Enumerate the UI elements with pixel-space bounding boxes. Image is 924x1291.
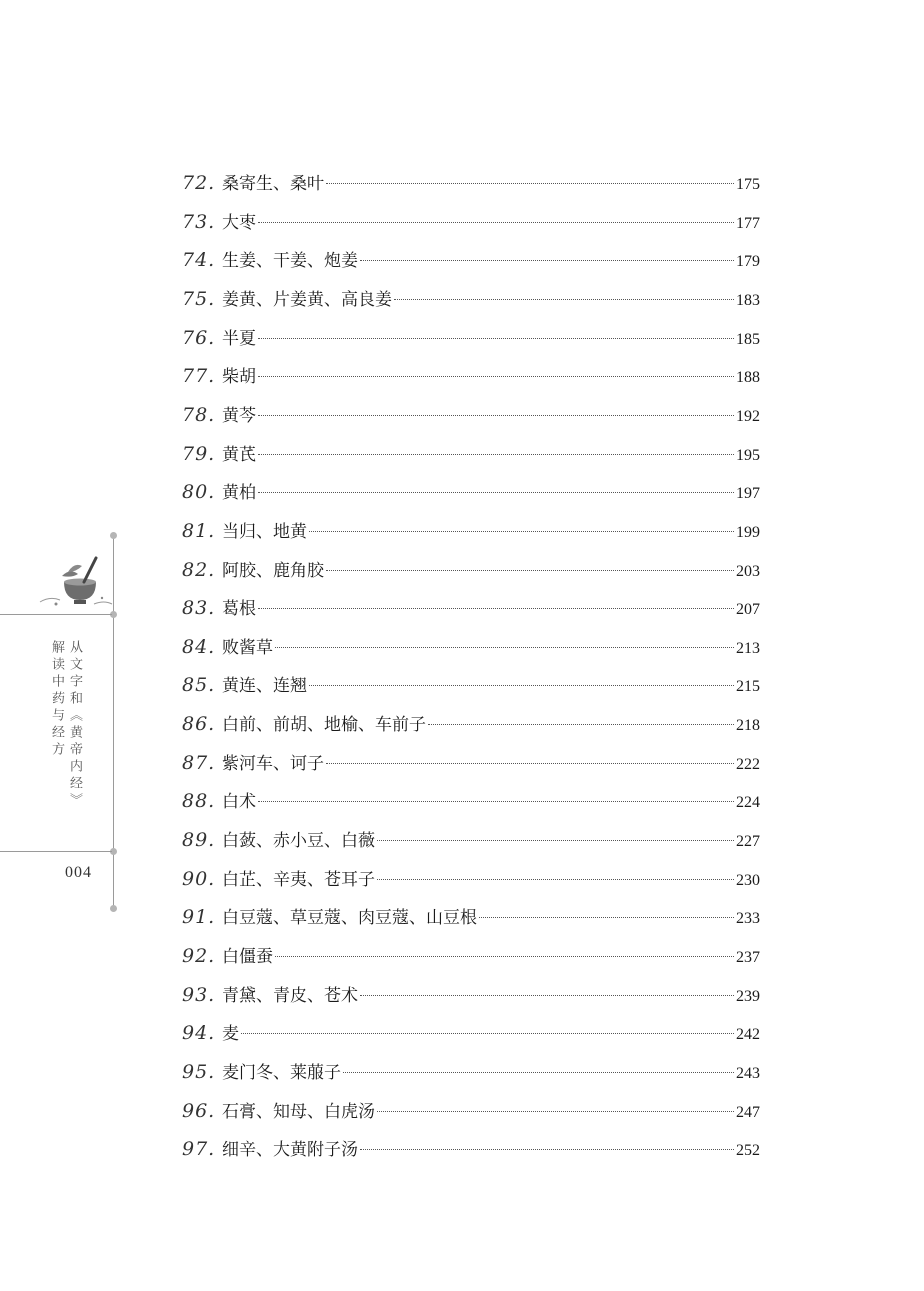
toc-entry[interactable] xyxy=(182,285,760,311)
toc-entry-number: 94. xyxy=(182,1022,216,1045)
toc-entry-title: 白蔹、赤小豆、白薇 xyxy=(222,831,375,852)
toc-entry-page: 175 xyxy=(736,176,760,193)
toc-entry-number: 89. xyxy=(182,829,216,852)
toc-entry-title: 姜黄、片姜黄、高良姜 xyxy=(222,289,392,310)
toc-entry-number: 83. xyxy=(182,597,216,620)
toc-dot-leader xyxy=(343,1072,734,1073)
toc-entry[interactable] xyxy=(182,1058,760,1084)
toc-entry-number: 81. xyxy=(182,519,216,542)
toc-dot-leader xyxy=(377,879,734,880)
toc-entry-page: 199 xyxy=(736,523,760,541)
toc-entry-page: 218 xyxy=(736,717,760,735)
toc-entry-number: 95. xyxy=(182,1060,216,1083)
toc-entry-number: 96. xyxy=(182,1099,216,1122)
toc-dot-leader xyxy=(377,1111,734,1112)
page-number: 004 xyxy=(65,864,92,881)
toc-entry-number: 79. xyxy=(182,442,216,465)
toc-dot-leader xyxy=(258,415,734,416)
toc-entry-title: 白前、前胡、地榆、车前子 xyxy=(222,715,426,736)
toc-entry-title: 麦门冬、莱菔子 xyxy=(222,1062,341,1083)
toc-dot-leader xyxy=(275,956,734,957)
toc-dot-leader xyxy=(258,338,734,339)
toc-entry-number: 76. xyxy=(182,326,216,349)
toc-dot-leader xyxy=(258,608,734,609)
toc-entry[interactable] xyxy=(182,478,760,504)
toc-entry[interactable] xyxy=(182,362,760,388)
toc-entry[interactable] xyxy=(182,517,760,543)
toc-dot-leader xyxy=(360,1149,734,1150)
toc-entry[interactable] xyxy=(182,1097,760,1123)
toc-entry-number: 84. xyxy=(182,635,216,658)
toc-entry-number: 77. xyxy=(182,365,216,388)
toc-entry-title: 白豆蔻、草豆蔻、肉豆蔻、山豆根 xyxy=(222,908,477,929)
toc-entry-page: 215 xyxy=(736,678,760,696)
toc-entry-number: 75. xyxy=(182,287,216,310)
toc-dot-leader xyxy=(377,840,734,841)
toc-entry-title: 麦 xyxy=(222,1024,239,1045)
toc-dot-leader xyxy=(394,299,734,300)
toc-entry-title: 生姜、干姜、炮姜 xyxy=(222,251,358,272)
toc-dot-leader xyxy=(258,801,734,802)
toc-dot-leader xyxy=(309,531,734,532)
toc-entry[interactable] xyxy=(182,981,760,1007)
toc-entry-page: 230 xyxy=(736,871,760,889)
toc-entry[interactable] xyxy=(182,826,760,852)
toc-dot-leader xyxy=(360,995,734,996)
toc-entry[interactable] xyxy=(182,440,760,466)
toc-dot-leader xyxy=(258,376,734,377)
toc-entry[interactable] xyxy=(182,324,760,350)
toc-entry-page: 183 xyxy=(736,291,760,309)
toc-entry[interactable] xyxy=(182,633,760,659)
toc-entry-page: 192 xyxy=(736,407,760,425)
side-book-title-line1: 从文字和《黄帝内经》 xyxy=(67,640,82,810)
toc-entry[interactable] xyxy=(182,903,760,929)
toc-entry-number: 97. xyxy=(182,1138,216,1161)
toc-entry[interactable] xyxy=(182,556,760,582)
toc-entry[interactable] xyxy=(182,865,760,891)
toc-entry-title: 白术 xyxy=(222,792,256,813)
toc-entry-title: 大枣 xyxy=(222,212,256,233)
toc-entry-title: 桑寄生、桑叶 xyxy=(222,174,324,194)
toc-entry-title: 当归、地黄 xyxy=(222,521,307,542)
toc-entry-page: 197 xyxy=(736,485,760,503)
toc-entry-page: 239 xyxy=(736,987,760,1005)
toc-dot-leader xyxy=(326,183,734,184)
toc-entry-title: 黄芪 xyxy=(222,444,256,465)
toc-entry-page: 222 xyxy=(736,755,760,773)
toc-entry-number: 85. xyxy=(182,674,216,697)
toc-dot-leader xyxy=(258,454,734,455)
toc-entry-page: 224 xyxy=(736,794,760,812)
toc-entry-page: 227 xyxy=(736,833,760,851)
toc-entry[interactable] xyxy=(182,401,760,427)
toc-entry-number: 88. xyxy=(182,790,216,813)
toc-dot-leader xyxy=(309,685,734,686)
toc-entry[interactable] xyxy=(182,208,760,234)
toc-entry-number: 92. xyxy=(182,945,216,967)
toc-entry-page: 188 xyxy=(736,369,760,387)
toc-entry[interactable] xyxy=(182,246,760,272)
toc-entry-page: 237 xyxy=(736,949,760,966)
toc-dot-leader xyxy=(241,1033,734,1034)
toc-entry-page: 243 xyxy=(736,1064,760,1082)
toc-entry-title: 阿胶、鹿角胶 xyxy=(222,560,324,581)
toc-entry-page: 195 xyxy=(736,446,760,464)
toc-dot-leader xyxy=(326,763,734,764)
toc-entry[interactable] xyxy=(182,787,760,813)
toc-entry-title: 黄连、连翘 xyxy=(222,676,307,697)
toc-entry[interactable] xyxy=(182,749,760,775)
toc-entry[interactable] xyxy=(182,710,760,736)
toc-entry-title: 细辛、大黄附子汤 xyxy=(222,1140,358,1161)
toc-entry[interactable] xyxy=(182,1135,760,1161)
toc-entry-number: 78. xyxy=(182,403,216,426)
toc-entry-title: 败酱草 xyxy=(222,637,273,658)
toc-dot-leader xyxy=(360,260,734,261)
toc-entry-page: 207 xyxy=(736,601,760,619)
toc-entry-page: 233 xyxy=(736,910,760,928)
toc-dot-leader xyxy=(479,917,734,918)
toc-entry-title: 白僵蚕 xyxy=(222,947,273,967)
toc-entry-page: 247 xyxy=(736,1103,760,1121)
toc-dot-leader xyxy=(428,724,734,725)
toc-entry-number: 87. xyxy=(182,751,216,774)
toc-entry-title: 黄芩 xyxy=(222,405,256,426)
toc-entry-page: 177 xyxy=(736,214,760,232)
toc-entry-title: 石膏、知母、白虎汤 xyxy=(222,1101,375,1122)
toc-entry[interactable] xyxy=(182,594,760,620)
toc-dot-leader xyxy=(258,492,734,493)
toc-entry-title: 葛根 xyxy=(222,599,256,620)
toc-entry[interactable] xyxy=(182,1019,760,1045)
toc-dot-leader xyxy=(275,647,734,648)
toc-entry-number: 90. xyxy=(182,867,216,890)
toc-entry-number: 80. xyxy=(182,481,216,504)
toc-entry-title: 紫河车、诃子 xyxy=(222,753,324,774)
toc-entry-title: 青黛、青皮、苍术 xyxy=(222,985,358,1006)
toc-entry-number: 74. xyxy=(182,249,216,272)
toc-entry-page: 203 xyxy=(736,562,760,580)
toc-entry[interactable] xyxy=(182,671,760,697)
toc-entry-page: 252 xyxy=(736,1142,760,1160)
toc-entry-title: 黄柏 xyxy=(222,483,256,504)
toc-entry-page: 185 xyxy=(736,330,760,348)
toc-entry-number: 93. xyxy=(182,983,216,1006)
toc-dot-leader xyxy=(326,570,734,571)
toc-entry-number: 86. xyxy=(182,713,216,736)
toc-entry-number: 82. xyxy=(182,558,216,581)
toc-entry[interactable] xyxy=(182,169,760,195)
toc-dot-leader xyxy=(258,222,734,223)
toc-entry-number: 91. xyxy=(182,906,216,929)
toc-entry-title: 白芷、辛夷、苍耳子 xyxy=(222,869,375,890)
toc-entry-number: 72. xyxy=(182,172,216,194)
toc-entry-title: 半夏 xyxy=(222,328,256,349)
toc-entry[interactable] xyxy=(182,942,760,968)
toc-entry-number: 73. xyxy=(182,210,216,233)
toc-entry-page: 179 xyxy=(736,253,760,271)
side-book-title-line2: 解读中药与经方 xyxy=(49,640,64,759)
toc-entry-page: 213 xyxy=(736,639,760,657)
toc-entry-title: 柴胡 xyxy=(222,367,256,388)
toc-entry-page: 242 xyxy=(736,1026,760,1044)
